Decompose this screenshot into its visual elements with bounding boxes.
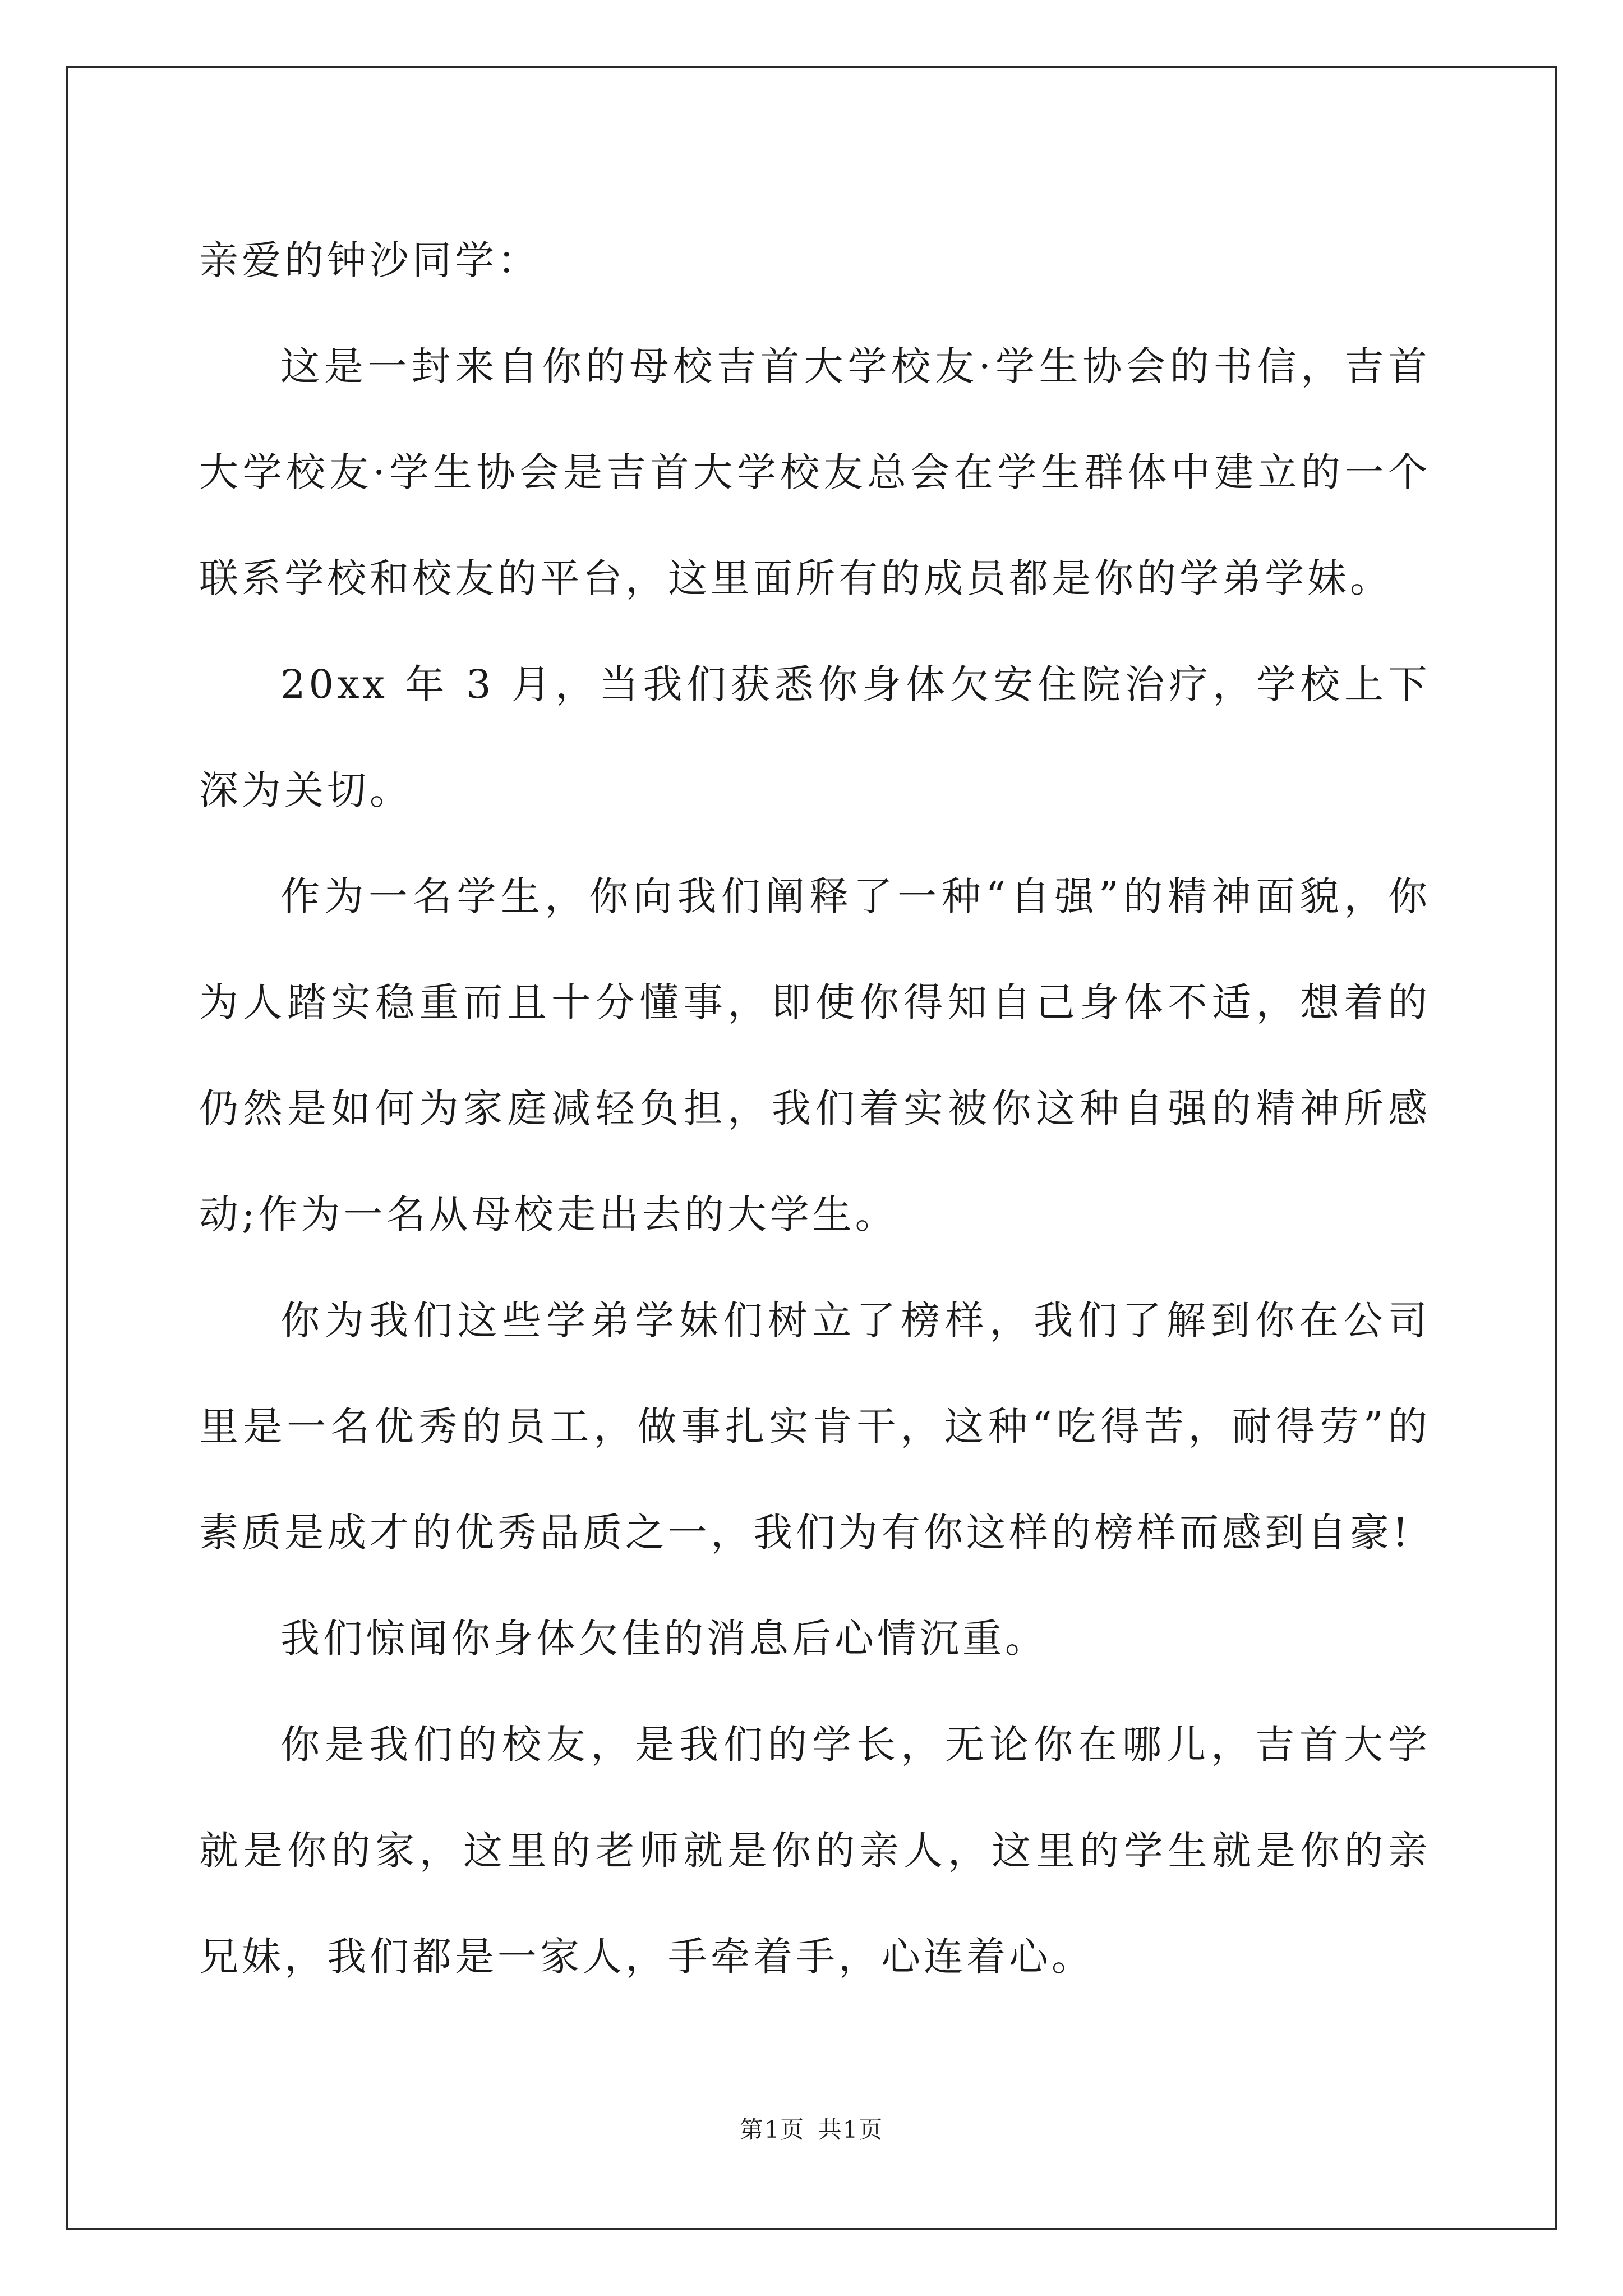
paragraph-5: 我们惊闻你身体欠佳的消息后心情沉重。 <box>280 1616 1048 1662</box>
paragraph-1: 这是一封来自你的母校吉首大学校友·学生协会的书信，吉首大学校友·学生协会是吉首大学校友总会在学生群体中建立的一个联系学校和校友的平台，这里面所有的成员都是你的学弟学妹。 <box>199 343 1431 601</box>
paragraph-2: 20xx 年 3 月，当我们获悉你身体欠安住院治疗，学校上下深为关切。 <box>199 661 1431 813</box>
paragraph-6: 你是我们的校友，是我们的学长，无论你在哪儿，吉首大学就是你的家，这里的老师就是你的亲人，这里的学生就是你的亲兄妹，我们都是一家人，手牵着手，心连着心。 <box>199 1722 1431 1980</box>
page-number: 第1页 <box>739 2116 805 2143</box>
page-footer <box>0 2111 1623 2145</box>
paragraph-4: 你为我们这些学弟学妹们树立了榜样，我们了解到你在公司里是一名优秀的员工，做事扎实肯干，这种“吃得苦，耐得劳”的素质是成才的优秀品质之一，我们为有你这样的榜样而感到自豪! <box>199 1297 1431 1556</box>
page-total: 共1页 <box>818 2116 884 2143</box>
salutation: 亲爱的钟沙同学： <box>199 237 540 283</box>
letter-body <box>199 208 1431 2010</box>
paragraph-3: 作为一名学生，你向我们阐释了一种“自强”的精神面貌，你为人踏实稳重而且十分懂事，即使你得知自己身体不适，想着的仍然是如何为家庭减轻负担，我们着实被你这种自强的精神所感动;作为一名从母校走出去的大学生。 <box>199 873 1431 1237</box>
